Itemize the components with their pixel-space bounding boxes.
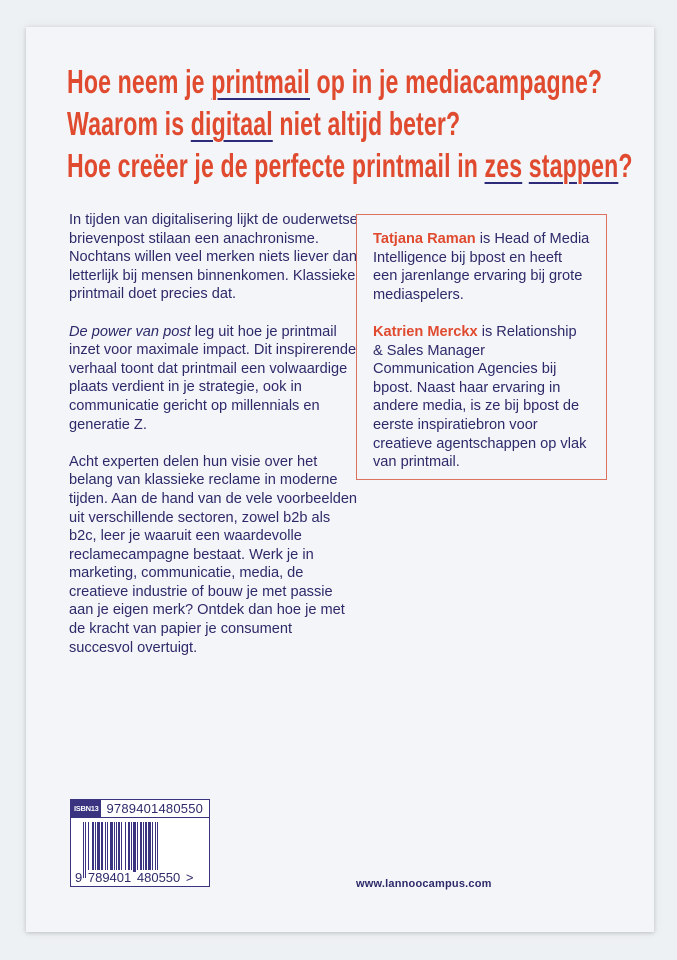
blurb-paragraph-1: In tijden van digitalisering lijkt de ouderwetse brievenpost stilaan een anachronisme. Nochtans willen veel merken niets liever dan letterlijk bij mensen binnenkomen. Klassieke printmail doet precies dat. — [69, 212, 358, 303]
isbn-header — [71, 800, 209, 818]
blurb-paragraph-2-text: leg uit hoe je printmail inzet voor maximale impact. Dit inspirerende verhaal toont dat printmail een volwaardige plaats verdient in je strategie, ook in communicatie gericht op millennials en generatie Z. — [69, 323, 357, 433]
headline-underlined-word: zes — [484, 147, 523, 184]
headline-block — [67, 61, 667, 187]
headline-line-3 — [67, 145, 633, 187]
headline-line-2 — [67, 103, 487, 145]
barcode-digits-right: 480550 — [136, 870, 181, 885]
author-bio-2 — [373, 323, 590, 472]
author-bio-1 — [373, 230, 590, 304]
headline-text: op in je mediacampagne? — [309, 63, 603, 100]
isbn-barcode — [70, 799, 210, 887]
isbn-number: 9789401480550 — [106, 801, 204, 816]
barcode-bars — [83, 822, 189, 872]
barcode-digit-lead: 9 — [75, 870, 83, 885]
headline-underlined-word: printmail — [211, 63, 310, 100]
blurb-paragraph-2 — [69, 323, 359, 435]
barcode-digits-left: 789401 — [87, 870, 132, 885]
headline-text: Hoe neem je — [67, 63, 212, 100]
isbn-label: ISBN13 — [71, 800, 101, 817]
book-title: De power van post — [69, 323, 191, 340]
author-name: Tatjana Raman — [373, 231, 476, 247]
author-bio-text: is Head of Media Intelligence bij bpost en heeft een jarenlange ervaring bij grote mediaspelers. — [373, 231, 590, 303]
author-bio-box — [356, 214, 607, 480]
headline-text: Waarom is — [67, 105, 191, 142]
barcode-quiet-zone-marker: > — [185, 870, 194, 885]
book-back-cover — [26, 27, 654, 932]
author-bio-text: is Relationship & Sales Manager Communication Agencies bij bpost. Naast haar ervaring in andere media, is ze bij bpost de eerste inspiratiebron voor creatieve agentschappen op vlak van printmail. — [373, 323, 587, 471]
headline-text: ? — [618, 147, 633, 184]
author-name: Katrien Merckx — [373, 323, 478, 340]
headline-underlined-word: digitaal — [190, 105, 273, 142]
publisher-website: www.lannoocampus.com — [356, 878, 492, 890]
headline-underlined-word: stappen — [528, 147, 619, 184]
headline-text: niet altijd beter? — [272, 105, 461, 142]
headline-text: Hoe creëer je de perfecte printmail in — [67, 147, 485, 184]
blurb-paragraph-3: Acht experten delen hun visie over het belang van klassieke reclame in moderne tijden. Aan de hand van de vele voorbeelden uit verschillende sectoren, zowel b2b als b2c, leer je waaruit een waardevolle reclamecampagne bestaat. Werk je in marketing, communicatie, media, de creatieve industrie of bouw je met passie aan je eigen merk? Ontdek dan hoe je met de kracht van papier je consument succesvol overtuigt. — [69, 453, 358, 656]
blurb-column — [69, 211, 359, 676]
barcode-digits — [74, 871, 194, 885]
headline-line-1 — [67, 61, 603, 103]
